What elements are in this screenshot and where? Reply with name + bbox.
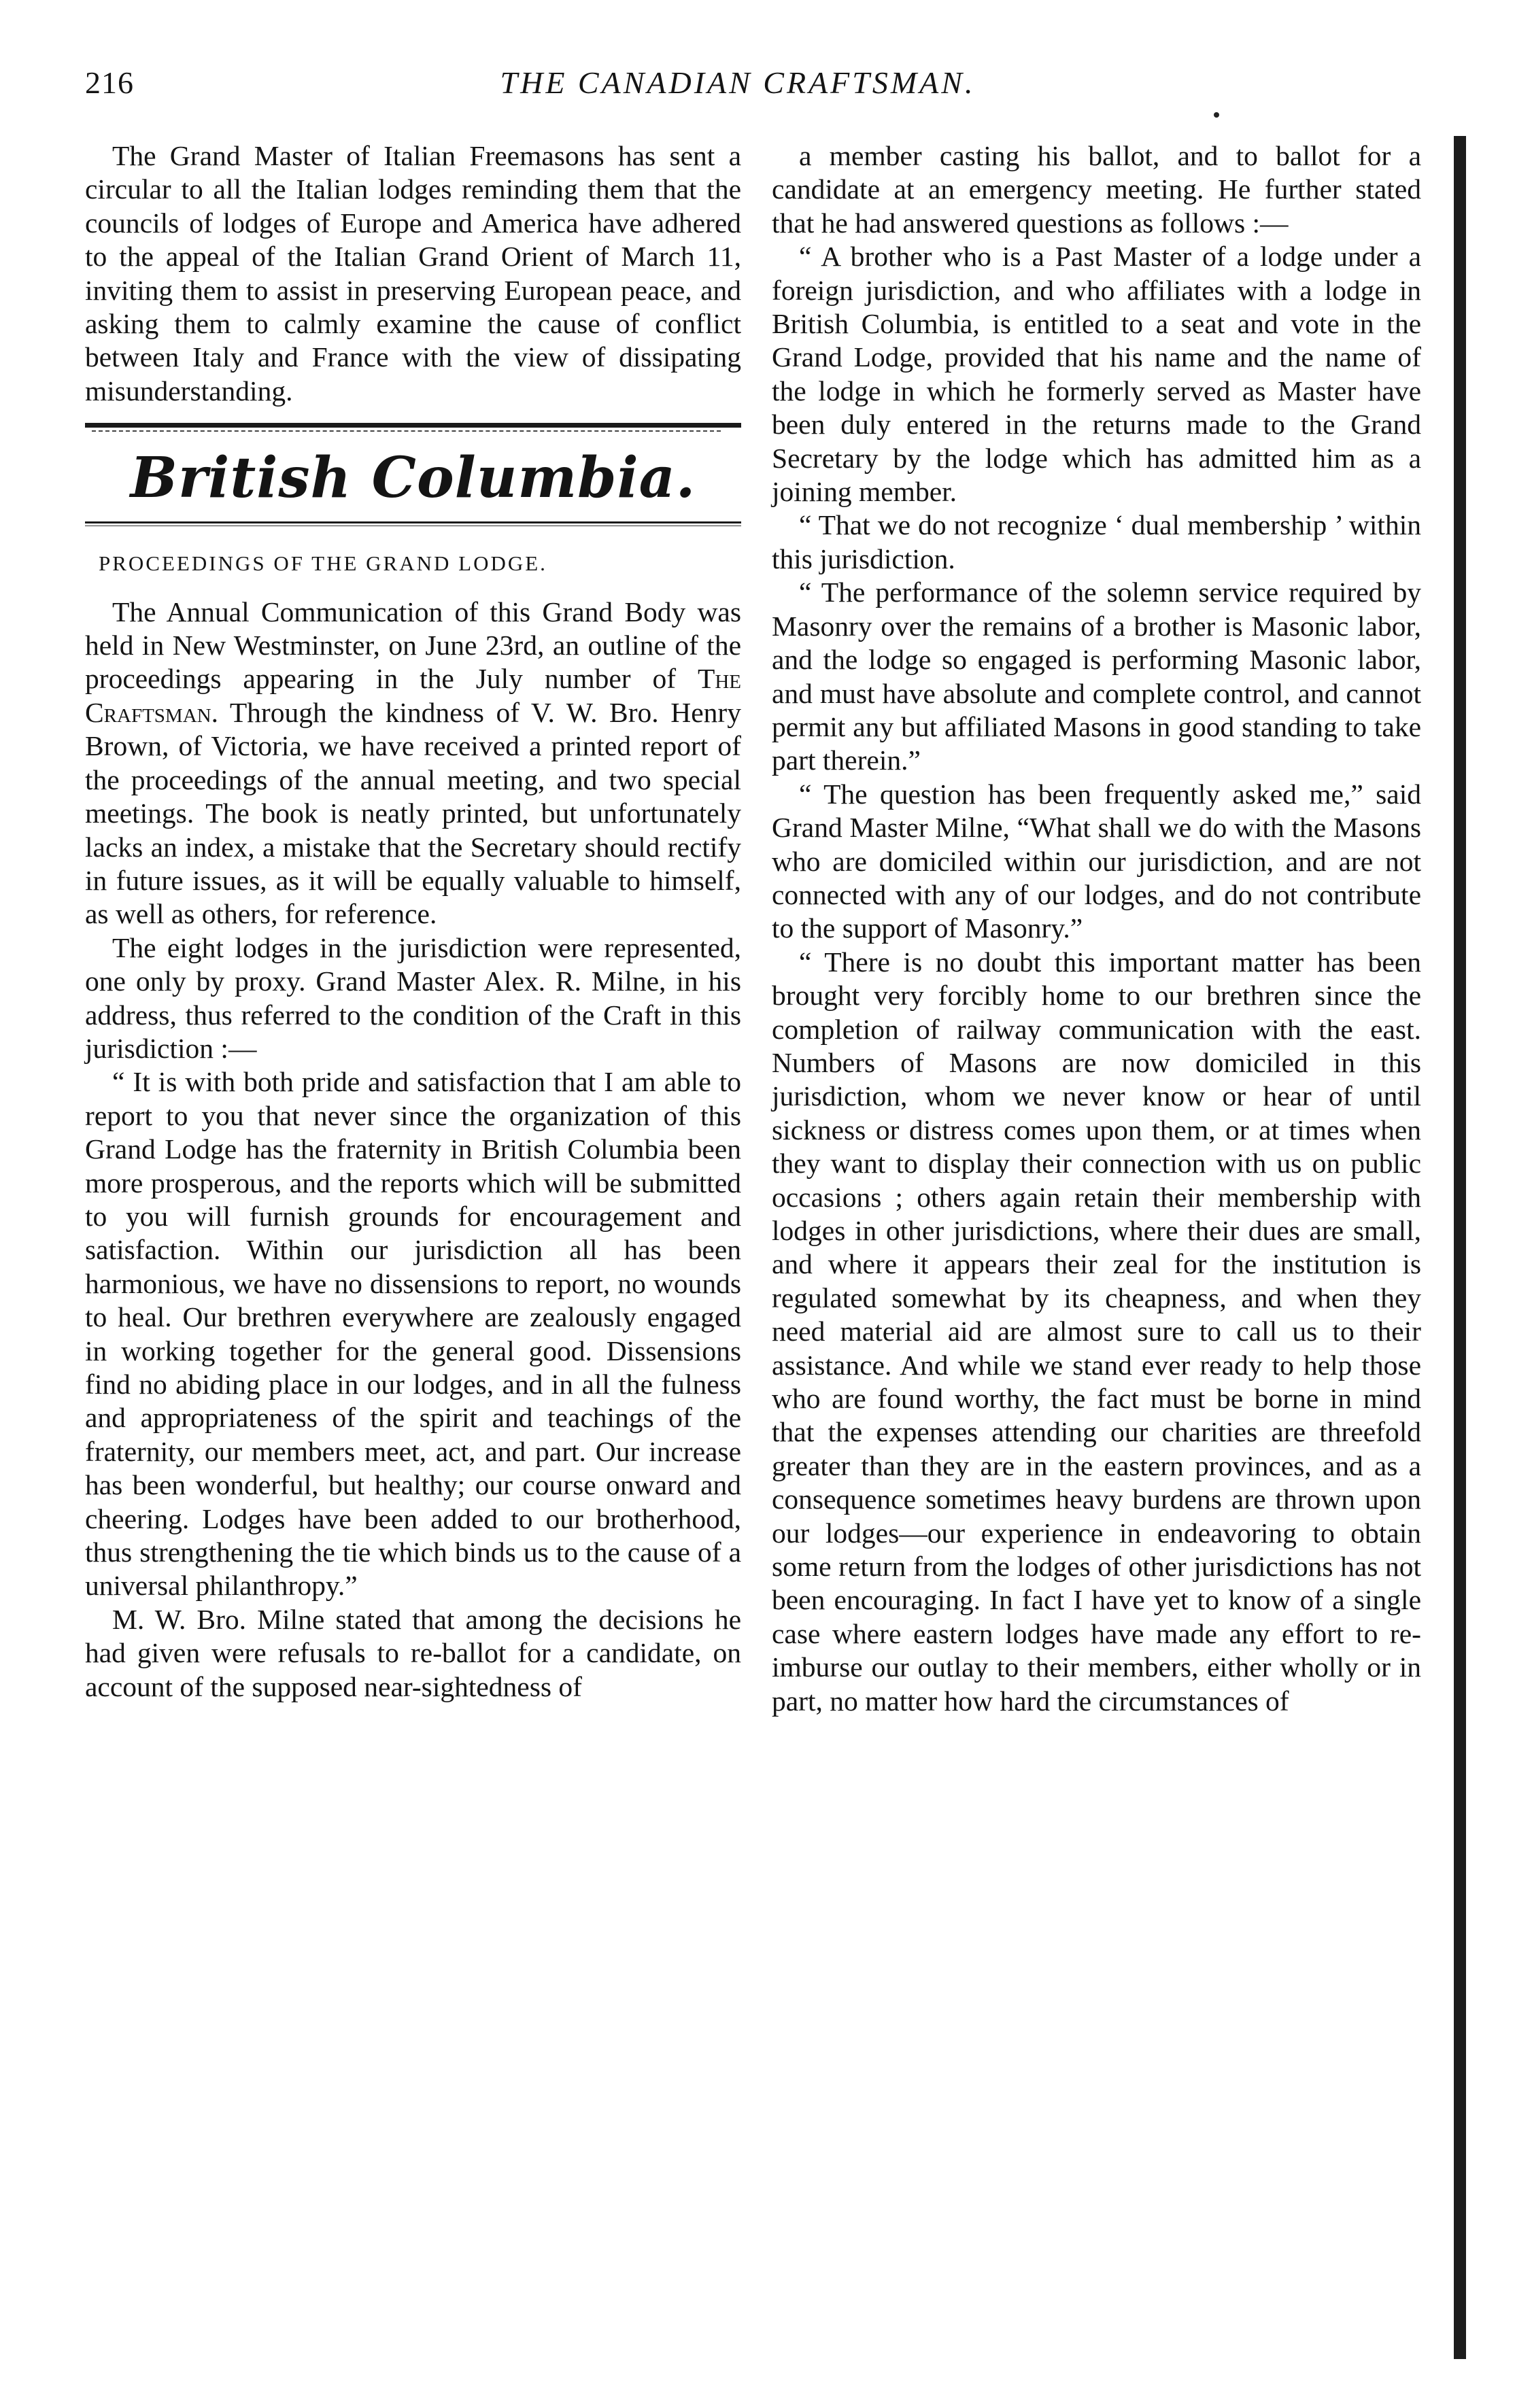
page-number: 216	[85, 65, 134, 100]
running-head	[85, 65, 1391, 105]
right-column	[772, 139, 1421, 1718]
para-text-after: Through the kindness of V. W. Bro. Henry Brown, of Victoria, we have received a printed report of the proceedings of the annual meeting, and two special meetings. The book is neatly printed, but unfortunately lacks an index, a mistake that the Secretary should rectify in future issues, as it will be equally valuable to himself, as well as others, for reference.	[85, 696, 741, 930]
scan-margin-bar	[1454, 136, 1466, 2359]
section-rule-bottom	[85, 521, 741, 523]
section-rule-top-dashed	[92, 430, 721, 432]
paragraph-lodges-represented: The eight lodges in the jurisdiction were represented, one only by proxy. Grand Master Alex. R. Milne, in his address, thus referred to the condition of the Craft in this jurisdiction :—	[85, 931, 741, 1064]
paragraph-dual-membership: “ That we do not recognize ‘ dual membership ’ within this jurisdiction.	[772, 509, 1421, 574]
paragraph-address-quote: “ It is with both pride and satisfaction that I am able to report to you that never since the organization of this Grand Lodge has the fraternity in British Columbia been more prosperous, and the reports which will be submitted to you will furnish grounds for encouragement and satisfaction. Within our jurisdiction all has been harmonious, we have no dissensions to report, no wounds to heal. Our brethren everywhere are zealously engaged in working together for the general good. Dissensions find no abiding place in our lodges, and in all the fulness and appropriateness of the spirit and teachings of the fraternity, our members meet, act, and part. Our increase has been wonderful, but healthy; our course onward and cheering. Lodges have been added to our brotherhood, thus strengthening the tie which binds us to the cause of a universal philanthropy.”	[85, 1066, 741, 1602]
section-rule-top	[85, 423, 741, 428]
magazine-name: The Craftsman.	[85, 663, 741, 728]
section-subheading: PROCEEDINGS OF THE GRAND LODGE.	[99, 551, 547, 576]
para-text-before: The Annual Communication of this Grand Body was held in New Westminster, on June 23rd, an outline of the proceedings appearing in the July number of	[85, 596, 741, 695]
paragraph-question: “ The question has been frequently asked me,” said Grand Master Milne, “What shall we do with the Masons who are domiciled within our jurisdiction, and are not connected with any of our lodges, and do not contribute to the support of Masonry.”	[772, 778, 1421, 944]
paragraph-railway: “ There is no doubt this important matter has been brought very forcibly home to our brethren since the completion of railway communication with the east. Numbers of Masons are now domiciled in this jurisdiction, whom we never know or hear of until sickness or distress comes upon them, or at times when they want to display their connection with us on public occasions ; others again retain their membership with lodges in other jurisdictions, where their dues are small, and where it appears their zeal for the institution is regulated somewhat by its cheapness, and when they need material aid are almost sure to call us to their assistance. And while we stand ever ready to help those who are found worthy, the fact must be borne in mind that the expenses attending our charities are threefold greater than they are in the eastern provinces, and as a consequence sometimes heavy burdens are thrown upon our lodges—our experience in endeavoring to obtain some return from the lodges of other jurisdictions has not been encouraging. In fact I have yet to know of a single case where eastern lodges have made any effort to re-imburse our outlay to their members, either wholly or in part, no matter how hard the circumstances of	[772, 946, 1421, 1717]
print-speck	[1214, 112, 1219, 118]
intro-paragraph: The Grand Master of Italian Freemasons has sent a circular to all the Italian lodges reminding them that the councils of lodges of Europe and America have adhered to the appeal of the Italian Grand Orient of March 11, inviting them to assist in preserving European peace, and asking them to calmly examine the cause of conflict between Italy and France with the view of dissipating misunderstanding.	[85, 140, 741, 407]
paragraph-ballot: a member casting his ballot, and to ballot for a candidate at an emergency meeting. He further stated that he had answered questions as follows :—	[772, 140, 1421, 239]
left-column	[85, 139, 741, 1704]
journal-title: THE CANADIAN CRAFTSMAN.	[500, 65, 976, 100]
paragraph-solemn-service: “ The performance of the solemn service required by Masonry over the remains of a brother is Masonic labor, and the lodge so engaged is performing Masonic labor, and must have absolute and complete control, and cannot permit any but affiliated Masons in good standing to take part therein.”	[772, 577, 1421, 776]
paragraph-annual-communication	[85, 596, 741, 931]
paragraph-past-master: “ A brother who is a Past Master of a lodge under a foreign jurisdiction, and who affiliates with a lodge in British Columbia, is entitled to a seat and vote in the Grand Lodge, provided that his name and the name of the lodge in which he formerly served as Master have been duly entered in the returns made to the Grand Secretary by the lodge which has admitted him as a joining member.	[772, 241, 1421, 508]
section-title: British Columbia.	[130, 445, 696, 511]
paragraph-decisions: M. W. Bro. Milne stated that among the decisions he had given were refusals to re-ballot for a candidate, on account of the supposed near-sightedness of	[85, 1603, 741, 1702]
